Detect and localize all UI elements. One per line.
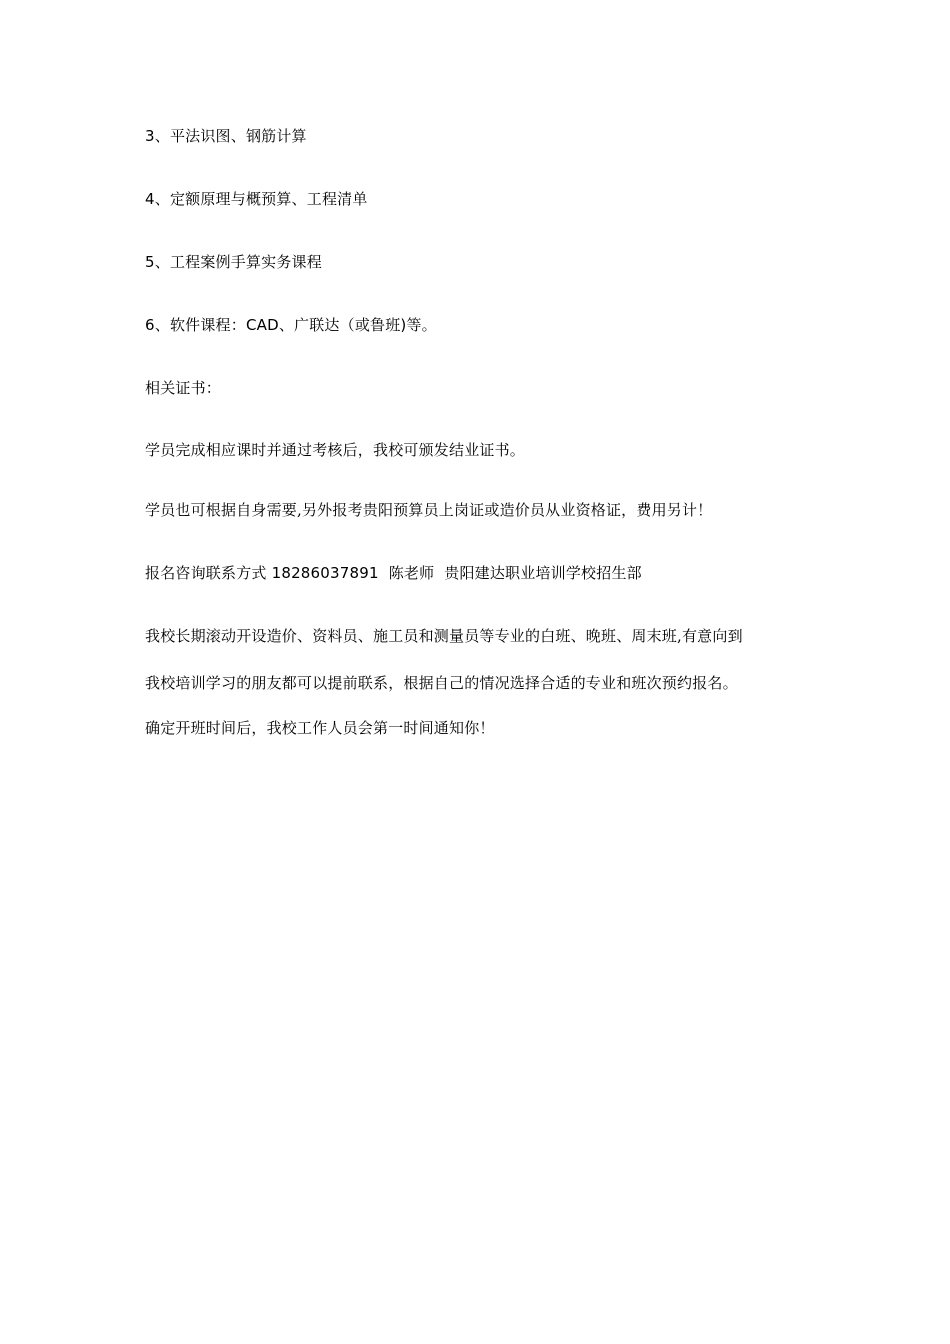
contact-label: 报名咨询联系方式 bbox=[145, 564, 272, 582]
course-item-6: 6、软件课程：CAD、广联达（或鲁班)等。 bbox=[145, 316, 437, 334]
course-item-3: 3、平法识图、钢筋计算 bbox=[145, 127, 307, 145]
contact-phone: 18286037891 bbox=[271, 564, 379, 582]
certificate-heading: 相关证书： bbox=[145, 379, 222, 397]
notice-text-3: 确定开班时间后，我校工作人员会第一时间通知你！ bbox=[145, 719, 495, 737]
certificate-text-2: 学员也可根据自身需要,另外报考贵阳预算员上岗证或造价员从业资格证，费用另计！ bbox=[145, 501, 713, 519]
notice-text-2: 我校培训学习的朋友都可以提前联系，根据自己的情况选择合适的专业和班次预约报名。 bbox=[145, 674, 738, 692]
course-item-4: 4、定额原理与概预算、工程清单 bbox=[145, 190, 368, 208]
contact-org: 贵阳建达职业培训学校招生部 bbox=[444, 564, 642, 582]
notice-text-1: 我校长期滚动开设造价、资料员、施工员和测量员等专业的白班、晚班、周末班,有意向到 bbox=[145, 627, 743, 645]
contact-line bbox=[145, 563, 642, 583]
course-item-5: 5、工程案例手算实务课程 bbox=[145, 253, 322, 271]
certificate-text-1: 学员完成相应课时并通过考核后，我校可颁发结业证书。 bbox=[145, 441, 526, 459]
contact-person: 陈老师 bbox=[388, 564, 435, 582]
